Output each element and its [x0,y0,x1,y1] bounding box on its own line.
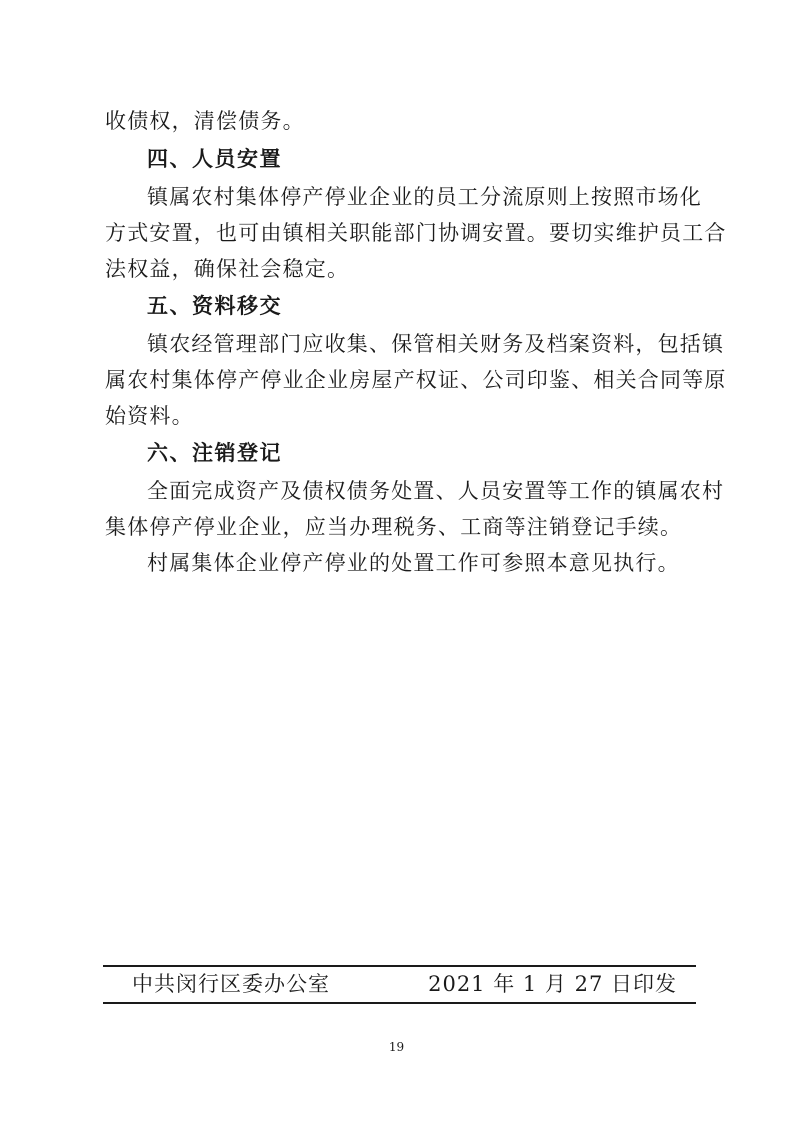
section-heading-personnel: 四、人员安置 [147,147,282,171]
section-heading-deregistration: 六、注销登记 [147,441,282,465]
paragraph-line: 法权益，确保社会稳定。 [105,257,350,281]
section-heading-materials: 五、资料移交 [147,294,282,318]
footer-rule-bottom [103,1002,696,1004]
page-number: 19 [388,1040,405,1054]
paragraph-line: 镇农经管理部门应收集、保管相关财务及档案资料，包括镇 [147,332,725,356]
paragraph-line: 始资料。 [105,404,194,428]
paragraph-line: 村属集体企业停产停业的处置工作可参照本意见执行。 [147,551,680,575]
paragraph-line: 方式安置，也可由镇相关职能部门协调安置。要切实维护员工合 [105,221,727,245]
footer-issue-date: 2021 年 1 月 27 日印发 [428,972,677,996]
paragraph-line: 全面完成资产及债权债务处置、人员安置等工作的镇属农村 [147,479,725,503]
paragraph-continuation: 收债权，清偿债务。 [105,109,305,133]
paragraph-line: 属农村集体停产停业企业房屋产权证、公司印鉴、相关合同等原 [105,368,727,392]
footer-rule-top [103,965,696,967]
paragraph-line: 集体停产停业企业，应当办理税务、工商等注销登记手续。 [105,515,683,539]
paragraph-line: 镇属农村集体停产停业企业的员工分流原则上按照市场化 [147,185,702,209]
footer-issuer: 中共闵行区委办公室 [132,972,330,996]
